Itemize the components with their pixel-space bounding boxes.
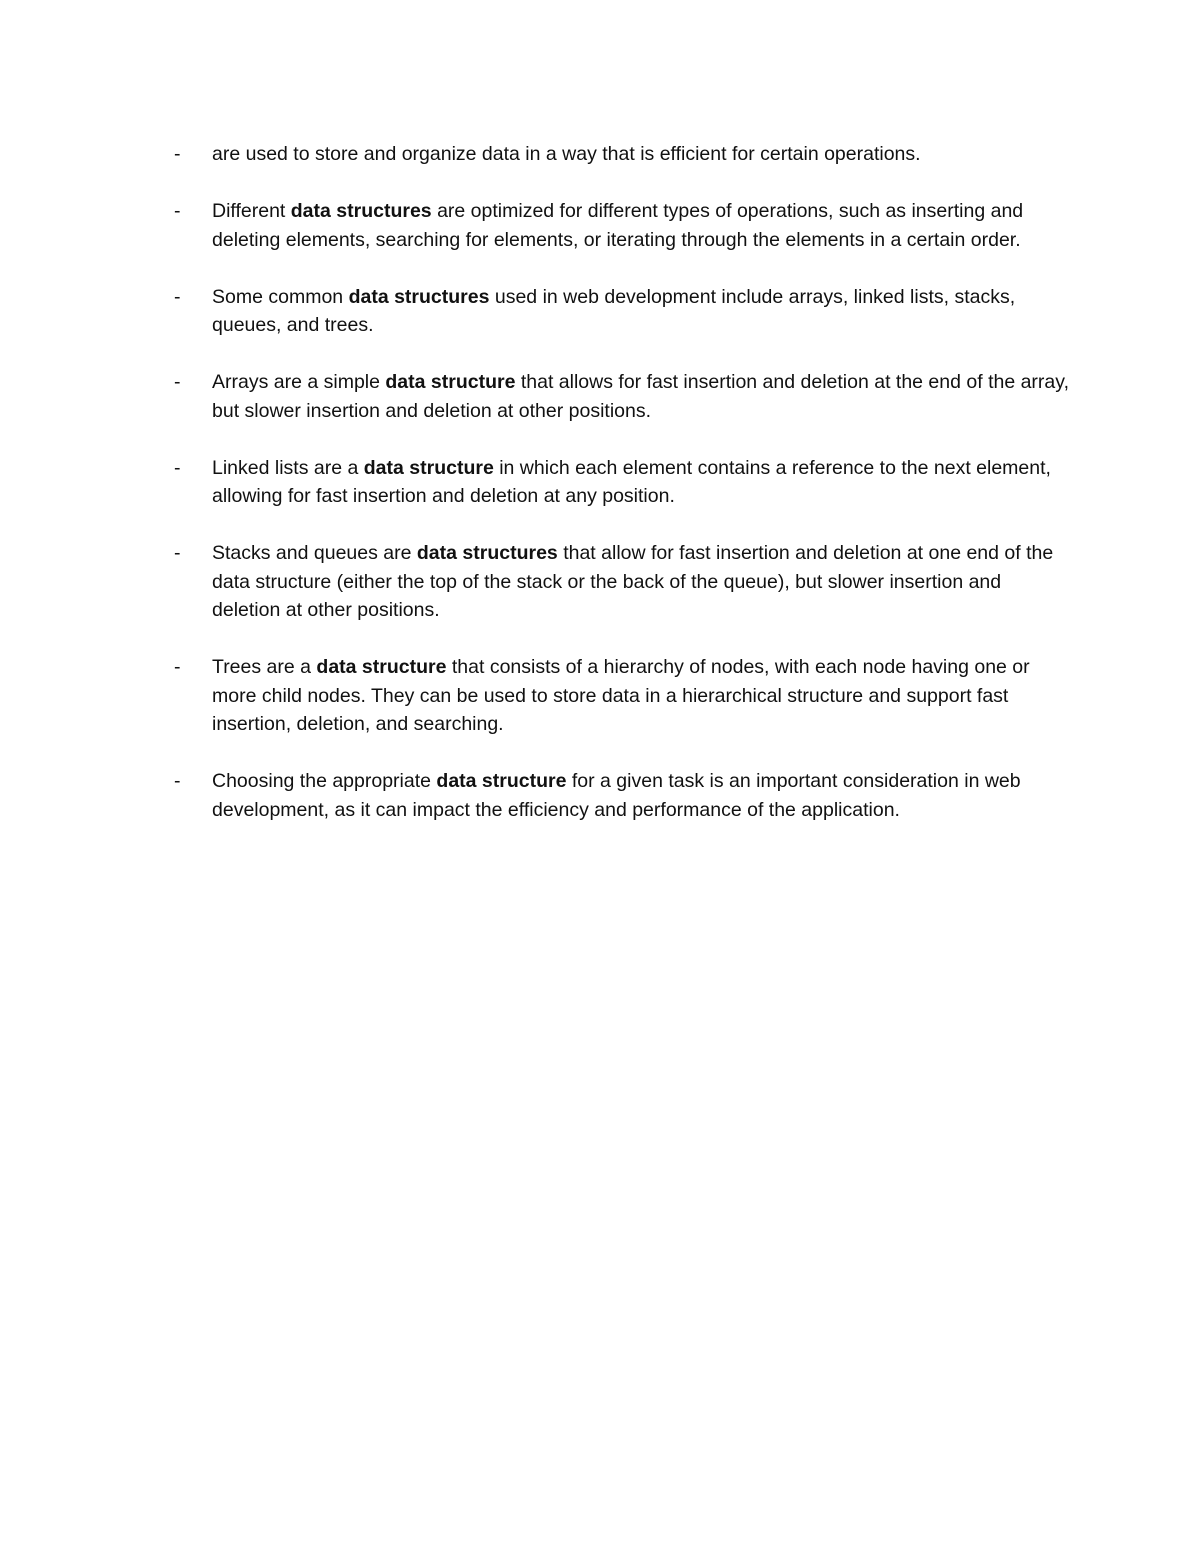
list-item bbox=[174, 539, 1074, 625]
list-item bbox=[174, 140, 1074, 169]
bold-term: data structures bbox=[416, 542, 558, 564]
bullet-dash: - bbox=[174, 285, 181, 308]
bold-term: data structure bbox=[385, 371, 516, 393]
text-segment: Arrays are a simple bbox=[212, 371, 386, 393]
text-segment: that consists of a hierarchy of nodes, with each node having one or more child nodes. They can be used to store data in a hierarchical structure and support fast insertion, deletion, and searching. bbox=[212, 656, 1030, 735]
bullet-dash: - bbox=[174, 542, 181, 564]
list-item bbox=[174, 767, 1074, 824]
list-item-text bbox=[212, 770, 1021, 821]
list-item bbox=[174, 454, 1074, 511]
list-item-text bbox=[212, 200, 1023, 251]
list-item-text bbox=[212, 286, 1015, 337]
bullet-dash: - bbox=[174, 371, 181, 393]
list-item-text bbox=[212, 656, 1030, 735]
bullet-dash: - bbox=[174, 770, 181, 792]
text-segment: Different bbox=[212, 200, 291, 222]
bold-term: data structure bbox=[363, 456, 494, 479]
text-segment: for a given task is an important consideration in web development, as it can impact the efficiency and performance of the application. bbox=[212, 770, 1021, 821]
text-segment: Choosing the appropriate bbox=[212, 770, 437, 792]
list-item bbox=[174, 283, 1074, 340]
list-item bbox=[174, 368, 1074, 425]
bold-term: data structures bbox=[290, 200, 432, 222]
bullet-dash: - bbox=[174, 456, 181, 479]
text-segment: Linked lists are a bbox=[212, 456, 364, 479]
text-segment: Some common bbox=[212, 285, 349, 308]
bold-term: data structure bbox=[436, 770, 567, 792]
text-segment: that allows for fast insertion and deletion at the end of the array, but slower insertion and deletion at other positions. bbox=[212, 371, 1069, 422]
list-item-text bbox=[212, 143, 921, 165]
text-segment: Stacks and queues are bbox=[212, 542, 417, 564]
list-item bbox=[174, 653, 1074, 739]
text-segment: used in web development include arrays, linked lists, stacks, queues, and trees. bbox=[212, 285, 1016, 336]
text-segment: that allow for fast insertion and deletion at one end of the data structure (either the top of the stack or the back of the queue), but slower insertion and deletion at other positions. bbox=[212, 542, 1054, 621]
bold-term: data structure bbox=[316, 656, 447, 678]
text-segment: are used to store and organize data in a way that is efficient for certain operations. bbox=[212, 143, 921, 165]
list-item bbox=[174, 197, 1074, 254]
list-item-text bbox=[212, 371, 1069, 422]
list-item-text bbox=[212, 457, 1051, 508]
list-item-text bbox=[212, 542, 1053, 621]
bullet-dash: - bbox=[174, 143, 181, 165]
text-segment: are optimized for different types of operations, such as inserting and deleting elements, searching for elements, or iterating through the elements in a certain order. bbox=[212, 200, 1024, 251]
text-segment: in which each element contains a reference to the next element, allowing for fast insertion and deletion at any position. bbox=[212, 456, 1051, 507]
text-segment: Trees are a bbox=[212, 656, 317, 678]
bullet-list bbox=[174, 140, 1074, 853]
bold-term: data structures bbox=[348, 285, 490, 308]
bullet-dash: - bbox=[174, 656, 181, 678]
bullet-dash: - bbox=[174, 200, 181, 222]
